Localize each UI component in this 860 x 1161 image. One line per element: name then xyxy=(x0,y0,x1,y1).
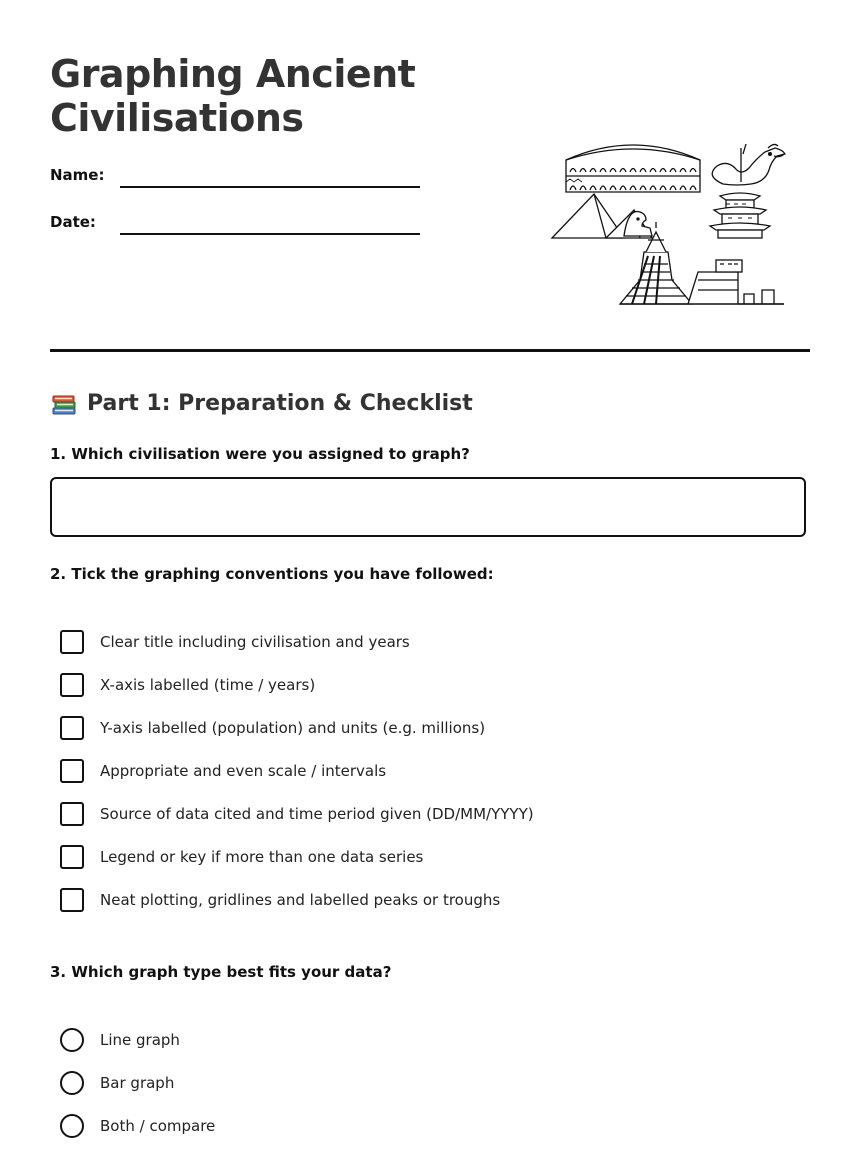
checkbox[interactable] xyxy=(60,888,84,912)
checklist-item[interactable] xyxy=(60,759,386,783)
checkbox[interactable] xyxy=(60,630,84,654)
page-title-line1: Graphing Ancient xyxy=(50,52,416,96)
checklist-item[interactable] xyxy=(60,673,315,697)
checklist-item-label: Clear title including civilisation and years xyxy=(100,633,410,651)
checklist-item[interactable] xyxy=(60,716,485,740)
radio-button[interactable] xyxy=(60,1028,84,1052)
question-1: 1. Which civilisation were you assigned to graph? xyxy=(50,445,470,463)
section-heading-part1 xyxy=(50,388,473,420)
page-title xyxy=(50,52,415,140)
graph-type-label: Bar graph xyxy=(100,1074,175,1092)
question-2: 2. Tick the graphing conventions you have followed: xyxy=(50,565,494,583)
graph-type-label: Both / compare xyxy=(100,1117,216,1135)
checkbox[interactable] xyxy=(60,759,84,783)
checklist-item[interactable] xyxy=(60,845,423,869)
graph-type-option[interactable] xyxy=(60,1114,215,1138)
section-heading-text: Part 1: Preparation & Checklist xyxy=(87,391,473,416)
graph-type-option[interactable] xyxy=(60,1071,174,1095)
dragon-icon xyxy=(712,144,785,185)
checkbox[interactable] xyxy=(60,845,84,869)
graph-type-option[interactable] xyxy=(60,1028,180,1052)
checklist-item-label: Y-axis labelled (population) and units (e.g. millions) xyxy=(100,719,486,737)
checklist-item[interactable] xyxy=(60,630,410,654)
checklist-item-label: X-axis labelled (time / years) xyxy=(100,676,316,694)
checkbox[interactable] xyxy=(60,716,84,740)
books-icon xyxy=(50,390,78,418)
checkbox[interactable] xyxy=(60,673,84,697)
checklist-item-label: Neat plotting, gridlines and labelled peaks or troughs xyxy=(100,891,501,909)
date-field[interactable] xyxy=(120,233,420,235)
question-3: 3. Which graph type best fits your data? xyxy=(50,963,392,981)
checklist-item[interactable] xyxy=(60,888,500,912)
radio-button[interactable] xyxy=(60,1071,84,1095)
page-title-line2: Civilisations xyxy=(50,96,304,140)
colosseum-icon xyxy=(566,145,700,192)
checklist-item-label: Source of data cited and time period given (DD/MM/YYYY) xyxy=(100,805,534,823)
name-field[interactable] xyxy=(120,186,420,188)
checklist-item[interactable] xyxy=(60,802,534,826)
graph-type-label: Line graph xyxy=(100,1031,180,1049)
civilisation-answer-box[interactable] xyxy=(50,477,806,537)
ancient-landmarks-illustration xyxy=(548,132,788,310)
checkbox[interactable] xyxy=(60,802,84,826)
radio-button[interactable] xyxy=(60,1114,84,1138)
pagoda-icon xyxy=(710,193,770,238)
date-label: Date: xyxy=(50,213,96,231)
checklist-item-label: Legend or key if more than one data series xyxy=(100,848,424,866)
checklist-item-label: Appropriate and even scale / intervals xyxy=(100,762,387,780)
name-label: Name: xyxy=(50,166,105,184)
section-divider xyxy=(50,349,810,352)
